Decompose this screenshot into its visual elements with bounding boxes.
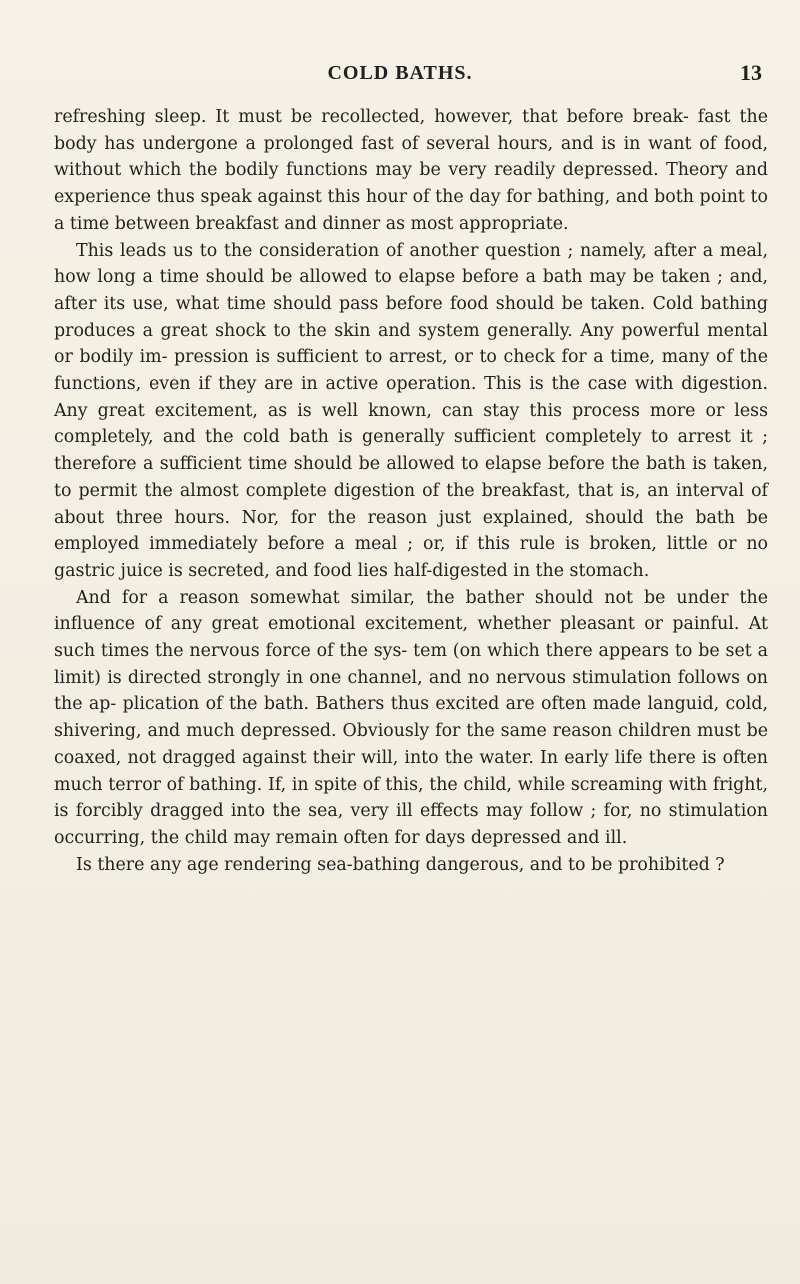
- paragraph-1: refreshing sleep. It must be recollected, however, that before break- fast the body has undergone a prolonged fast of several hours, and is in want of food, without which the bodily functions may be very readily depressed. Theory and experience thus speak against this hour of the day for bathing, and both point to a time between breakfast and dinner as most appropriate.: [54, 107, 768, 234]
- running-title: COLD BATHS.: [327, 62, 473, 84]
- page-number: 13: [740, 60, 762, 85]
- paragraph-3: And for a reason somewhat similar, the bather should not be under the influence of any great emotional excitement, whether pleasant or painful. At such times the nervous force of the sys- tem (on which there appears to be set a limit) is directed strongly in one channel, and no nervous stimulation follows on the ap- plication of the bath. Bathers thus excited are often made languid, cold, shivering, and much depressed. Obviously for the same reason children must be coaxed, not dragged against their will, into the water. In early life there is often much terror of bathing. If, in spite of this, the child, while screaming with fright, is forcibly dragged into the sea, very ill effects may follow ; for, no stimulation occurring, the child may remain often for days depressed and ill.: [54, 587, 768, 848]
- page-header: [0, 58, 800, 90]
- body-text: [54, 104, 768, 878]
- paragraph-2: This leads us to the consideration of another question ; namely, after a meal, how long a time should be allowed to elapse before a bath may be taken ; and, after its use, what time should pass before food should be taken. Cold bathing produces a great shock to the skin and system generally. Any powerful mental or bodily im- pression is sufficient to arrest, or to check for a time, many of the functions, even if they are in active operation. This is the case with digestion. Any great excitement, as is well known, can stay this process more or less completely, and the cold bath is generally sufficient completely to arrest it ; therefore a sufficient time should be allowed to elapse before the bath is taken, to permit the almost complete digestion of the breakfast, that is, an interval of about three hours. Nor, for the reason just explained, should the bath be employed immediately before a meal ; or, if this rule is broken, little or no gastric juice is secreted, and food lies half-digested in the stomach.: [54, 240, 768, 581]
- paragraph-4: Is there any age rendering sea-bathing dangerous, and to be prohibited ?: [76, 854, 725, 875]
